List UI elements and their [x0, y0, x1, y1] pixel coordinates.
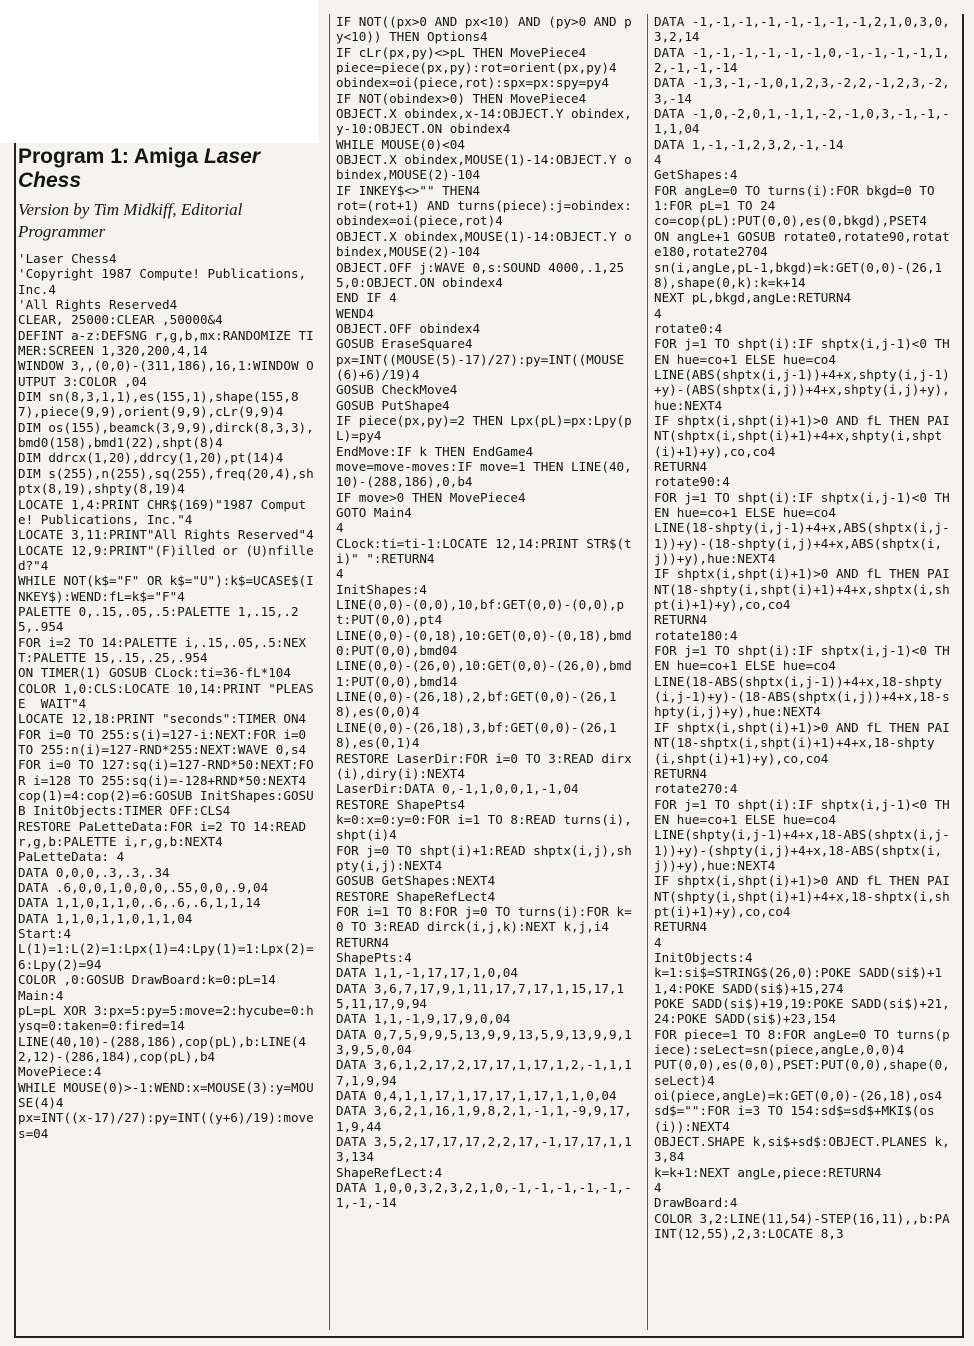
code-line: DATA 1,1,-1,17,17,1,0,04 [336, 965, 518, 981]
code-line: OBJECT.X obindex,MOUSE(1)-14:OBJECT.Y obindex,MOUSE(2)-104 [336, 228, 632, 260]
listing-column-2 [336, 14, 639, 1334]
code-line: FOR i=0 TO 255:s(i)=127-i:NEXT:FOR i=0 TO 255:n(i)=127-RND*255:NEXT:WAVE 0,s4 [18, 726, 314, 757]
byline: Version by Tim Midkiff, Editorial Programmer [18, 200, 243, 241]
code-line: GOSUB CheckMove4 [336, 382, 458, 398]
code-line: 'All Rights Reserved4 [18, 297, 178, 313]
code-line: OBJECT.OFF obindex4 [336, 320, 481, 336]
code-line: LINE(0,0)-(0,18),10:GET(0,0)-(0,18),bmd0:PUT(0,0),bmd04 [336, 627, 632, 659]
code-line: IF shptx(i,shpt(i)+1)>0 AND fL THEN PAINT(18-shpty(i,shpt(i)+1)+4+x,shptx(i,shpt(i)+1)+y),co,co4 [654, 566, 950, 613]
code-line: OBJECT.X obindex,x-14:OBJECT.Y obindex,y-10:OBJECT.ON obindex4 [336, 106, 632, 137]
code-line: DATA 3,6,7,17,9,1,11,17,7,17,1,15,17,15,11,17,9,94 [336, 980, 625, 1011]
code-line: DATA 1,1,-1,9,17,9,0,04 [336, 1011, 511, 1027]
code-line: RETURN4 [654, 919, 708, 935]
code-line: PALETTE 0,.15,.05,.5:PALETTE 1,.15,.25,.954 [18, 603, 299, 635]
code-line: COLOR 3,2:LINE(11,54)-STEP(16,11),,b:PAINT(12,55),2,3:LOCATE 8,3 [654, 1210, 950, 1242]
code-line: DATA 1,1,0,1,1,0,.6,.6,.6,1,1,14 [18, 895, 261, 911]
code-line: 4 [654, 1180, 662, 1196]
code-line: obindex=oi(piece,rot):spx=px:spy=py4 [336, 75, 609, 91]
code-line: k=1:si$=STRING$(26,0):POKE SADD(si$)+11,4:POKE SADD(si$)+15,274 [654, 965, 943, 996]
code-line: CLock:ti=ti-1:LOCATE 12,14:PRINT STR$(ti)" ":RETURN4 [336, 535, 632, 567]
code-line: LINE(18-ABS(shptx(i,j-1))+4+x,18-shpty(i,j-1)+y)-(18-ABS(shptx(i,j))+4+x,18-shpty(i,j)+y),hue:NEXT4 [654, 673, 950, 720]
code-line: DATA 3,6,2,1,16,1,9,8,2,1,-1,1,-9,9,17,1,9,44 [336, 1103, 632, 1134]
code-line: GOSUB PutShape4 [336, 397, 450, 413]
code-line: rotate180:4 [654, 627, 738, 643]
blank-corner [0, 0, 318, 143]
code-line: LINE(ABS(shptx(i,j-1))+4+x,shpty(i,j-1)+y)-(ABS(shptx(i,j))+4+x,shpty(i,j)+y),hue:NEXT4 [654, 366, 950, 413]
title-italic-text: Laser Chess [18, 145, 260, 192]
code-line: IF cLr(px,py)<>pL THEN MovePiece4 [336, 44, 587, 60]
code-line: co=cop(pL):PUT(0,0),es(0,bkgd),PSET4 [654, 213, 927, 229]
code-line: LOCATE 12,9:PRINT"(F)illed or (U)nfilled?"4 [18, 542, 314, 573]
code-line: 'Laser Chess4 [18, 251, 117, 266]
code-line: OBJECT.OFF j:WAVE 0,s:SOUND 4000,.1,255,0:OBJECT.ON obindex4 [336, 259, 625, 290]
code-line: DIM ddrcx(1,20),ddrcy(1,20),pt(14)4 [18, 450, 284, 466]
code-line: FOR j=1 TO shpt(i):IF shptx(i,j-1)<0 THEN hue=co+1 ELSE hue=co4 [654, 336, 950, 367]
code-line: DATA 1,0,0,3,2,3,2,1,0,-1,-1,-1,-1,-1,-1,-1,-14 [336, 1180, 632, 1211]
page-rule-bottom [14, 1336, 964, 1338]
code-line: 4 [654, 152, 662, 168]
code-line: LOCATE 3,11:PRINT"All Rights Reserved"4 [18, 527, 314, 543]
code-line: DATA 1,-1,-1,2,3,2,-1,-14 [654, 136, 844, 152]
code-line: DATA 0,4,1,1,17,1,17,17,1,17,1,1,0,04 [336, 1088, 617, 1104]
code-line: oi(piece,angLe)=k:GET(0,0)-(26,18),os4 [654, 1088, 943, 1104]
code-line: FOR j=1 TO shpt(i):IF shptx(i,j-1)<0 THEN hue=co+1 ELSE hue=co4 [654, 796, 950, 827]
article-title [18, 145, 321, 193]
code-line: IF shptx(i,shpt(i)+1)>0 AND fL THEN PAINT(18-shptx(i,shpt(i)+1)+4+x,18-shpty(i,shpt(i)+1)+y),co,co4 [654, 719, 950, 766]
code-line: WEND4 [336, 305, 374, 321]
code-listing [18, 251, 321, 1141]
code-line: OBJECT.X obindex,MOUSE(1)-14:OBJECT.Y obindex,MOUSE(2)-104 [336, 152, 632, 183]
code-line: k=k+1:NEXT angLe,piece:RETURN4 [654, 1164, 882, 1180]
code-line: ShapeRefLect:4 [336, 1164, 443, 1180]
code-line: IF piece(px,py)=2 THEN Lpx(pL)=px:Lpy(pL)=py4 [336, 412, 632, 444]
code-line: Main:4 [18, 987, 64, 1003]
code-line: InitShapes:4 [336, 581, 427, 597]
code-line: DATA -1,3,-1,-1,0,1,2,3,-2,2,-1,2,3,-2,3,-14 [654, 75, 950, 106]
code-line: NEXT pL,bkgd,angLe:RETURN4 [654, 290, 852, 306]
code-line: LINE(40,10)-(288,186),cop(pL),b:LINE(42,12)-(286,184),cop(pL),b4 [18, 1033, 307, 1064]
code-line: ON angLe+1 GOSUB rotate0,rotate90,rotate180,rotate2704 [654, 228, 950, 260]
code-line: px=INT((MOUSE(5)-17)/27):py=INT((MOUSE(6)+6)/19)4 [336, 351, 625, 382]
code-line: FOR j=1 TO shpt(i):IF shptx(i,j-1)<0 THEN hue=co+1 ELSE hue=co4 [654, 489, 950, 520]
code-line: rotate0:4 [654, 320, 723, 336]
code-line: GOSUB GetShapes:NEXT4 [336, 873, 496, 889]
code-line: RESTORE ShapeRefLect4 [336, 888, 496, 904]
code-line: PUT(0,0),es(0,0),PSET:PUT(0,0),shape(0,seLect)4 [654, 1057, 950, 1088]
code-line: MovePiece:4 [18, 1064, 102, 1080]
listing-column-1 [18, 140, 321, 1320]
code-line: WINDOW 3,,(0,0)-(311,186),16,1:WINDOW OUTPUT 3:COLOR ,04 [18, 358, 314, 389]
code-line: DATA -1,0,-2,0,1,-1,1,-2,-1,0,3,-1,-1,-1,1,04 [654, 106, 950, 137]
code-line: DATA 0,7,5,9,9,5,13,9,9,13,5,9,13,9,9,13,9,5,0,04 [336, 1026, 632, 1058]
code-line: piece=piece(px,py):rot=orient(px,py)4 [336, 60, 617, 76]
code-line: GOTO Main4 [336, 505, 412, 520]
code-line: WHILE MOUSE(0)<04 [336, 136, 465, 152]
code-line: DIM os(155),beamck(3,9,9),dirck(8,3,3),bmd0(158),bmd1(22),shpt(8)4 [18, 419, 314, 451]
code-line: 4 [654, 934, 662, 950]
code-line: IF NOT((px>0 AND px<10) AND (py>0 AND py<10)) THEN Options4 [336, 14, 632, 45]
code-line: cop(1)=4:cop(2)=6:GOSUB InitShapes:GOSUB InitObjects:TIMER OFF:CLS4 [18, 788, 314, 819]
code-line: RETURN4 [654, 458, 708, 474]
column-divider [329, 14, 330, 1330]
code-line: EndMove:IF k THEN EndGame4 [336, 443, 534, 459]
code-line: LINE(18-shpty(i,j-1)+4+x,ABS(shptx(i,j-1))+y)-(18-shpty(i,j)+4+x,ABS(shptx(i,j))+y),hue:NEXT4 [654, 520, 950, 567]
code-line: FOR j=1 TO shpt(i):IF shptx(i,j-1)<0 THEN hue=co+1 ELSE hue=co4 [654, 643, 950, 674]
page-rule-left [14, 143, 16, 1338]
code-line: LaserDir:DATA 0,-1,1,0,0,1,-1,04 [336, 781, 579, 797]
code-line: rotate270:4 [654, 781, 738, 797]
code-line: L(1)=1:L(2)=1:Lpx(1)=4:Lpy(1)=1:Lpx(2)=6:Lpy(2)=94 [18, 941, 314, 972]
code-line: RETURN4 [336, 934, 390, 950]
code-line: LINE(shpty(i,j-1)+4+x,18-ABS(shptx(i,j-1))+y)-(shpty(i,j)+4+x,18-ABS(shptx(i,j))+y),hue:NEXT4 [654, 827, 950, 873]
code-line: rotate90:4 [654, 474, 730, 490]
code-line: FOR angLe=0 TO turns(i):FOR bkgd=0 TO 1:FOR pL=1 TO 24 [654, 182, 943, 214]
code-line: IF shptx(i,shpt(i)+1)>0 AND fL THEN PAINT(shpty(i,shpt(i)+1)+4+x,18-shptx(i,shpt(i)+1)+y),co,co4 [654, 873, 950, 919]
code-line: DIM s(255),n(255),sq(255),freq(20,4),shptx(8,19),shpty(8,19)4 [18, 465, 314, 497]
code-line: IF NOT(obindex>0) THEN MovePiece4 [336, 90, 587, 106]
code-line: DATA 3,6,1,2,17,2,17,17,1,17,1,2,-1,1,17,1,9,94 [336, 1057, 632, 1088]
code-line: PaLetteData: 4 [18, 849, 125, 865]
code-line: LOCATE 12,18:PRINT "seconds":TIMER ON4 [18, 711, 307, 727]
code-line: DIM sn(8,3,1,1),es(155,1),shape(155,87),piece(9,9),orient(9,9),cLr(9,9)4 [18, 389, 299, 420]
code-line: FOR i=1 TO 8:FOR j=0 TO turns(i):FOR k=0 TO 3:READ dirck(i,j,k):NEXT k,j,i4 [336, 903, 632, 935]
column-divider [647, 14, 648, 1330]
code-line: DATA 3,5,2,17,17,17,2,2,17,-1,17,17,1,13,134 [336, 1134, 632, 1165]
code-line: FOR j=0 TO shpt(i)+1:READ shptx(i,j),shpty(i,j):NEXT4 [336, 842, 632, 873]
code-line: 4 [336, 520, 344, 536]
code-line: IF INKEY$<>"" THEN4 [336, 182, 481, 198]
code-line: FOR i=2 TO 14:PALETTE i,.15,.05,.5:NEXT:PALETTE 15,.15,.25,.954 [18, 634, 307, 665]
code-line: LINE(0,0)-(26,18),3,bf:GET(0,0)-(26,18),es(0,1)4 [336, 719, 617, 751]
code-line: RESTORE ShapePts4 [336, 796, 465, 812]
page-rule-right [962, 14, 964, 1338]
code-line: rot=(rot+1) AND turns(piece):j=obindex:obindex=oi(piece,rot)4 [336, 198, 632, 229]
code-line: 'Copyright 1987 Compute! Publications, Inc.4 [18, 266, 314, 297]
code-line: DATA 0,0,0,.3,.3,.34 [18, 864, 170, 880]
code-line: 4 [654, 305, 662, 321]
code-line: sn(i,angLe,pL-1,bkgd)=k:GET(0,0)-(26,18),shape(0,k):k=k+14 [654, 259, 943, 290]
code-line: GetShapes:4 [654, 167, 738, 183]
code-line: pL=pL XOR 3:px=5:py=5:move=2:hycube=0:hysq=0:taken=0:fired=14 [18, 1002, 314, 1034]
code-line: COLOR 1,0:CLS:LOCATE 10,14:PRINT "PLEASE WAIT"4 [18, 680, 314, 711]
code-line: Start:4 [18, 926, 72, 942]
code-line: FOR i=0 TO 127:sq(i)=127-RND*50:NEXT:FOR i=128 TO 255:sq(i)=-128+RND*50:NEXT4 [18, 757, 314, 788]
code-line: k=0:x=0:y=0:FOR i=1 TO 8:READ turns(i),shpt(i)4 [336, 811, 632, 843]
code-line: DATA -1,-1,-1,-1,-1,-1,0,-1,-1,-1,-1,1,2,-1,-1,-14 [654, 44, 950, 76]
code-line: DrawBoard:4 [654, 1195, 738, 1211]
code-line: InitObjects:4 [654, 949, 753, 965]
code-line: END IF 4 [336, 290, 397, 306]
code-line: FOR piece=1 TO 8:FOR angLe=0 TO turns(piece):seLect=sn(piece,angLe,0,0)4 [654, 1026, 950, 1058]
code-line: sd$="":FOR i=3 TO 154:sd$=sd$+MKI$(os(i)):NEXT4 [654, 1103, 935, 1134]
code-line: DATA -1,-1,-1,-1,-1,-1,-1,-1,2,1,0,3,0,3,2,14 [654, 14, 950, 45]
code-line: RETURN4 [654, 765, 708, 781]
code-line: 4 [336, 566, 344, 582]
code-line: ShapePts:4 [336, 949, 412, 965]
code-line: RESTORE PaLetteData:FOR i=2 TO 14:READ r,g,b:PALETTE i,r,g,b:NEXT4 [18, 818, 314, 850]
code-line: LINE(0,0)-(26,0),10:GET(0,0)-(26,0),bmd1:PUT(0,0),bmd14 [336, 658, 632, 689]
code-line: DEFINT a-z:DEFSNG r,g,b,mx:RANDOMIZE TIMER:SCREEN 1,320,200,4,14 [18, 327, 314, 359]
code-line: POKE SADD(si$)+19,19:POKE SADD(si$)+21,24:POKE SADD(si$)+23,154 [654, 996, 950, 1027]
code-line: RESTORE LaserDir:FOR i=0 TO 3:READ dirx(i),diry(i):NEXT4 [336, 750, 632, 781]
code-line: WHILE NOT(k$="F" OR k$="U"):k$=UCASE$(INKEY$):WEND:fL=k$="F"4 [18, 573, 314, 604]
listing-column-3 [654, 14, 957, 1334]
code-line: LINE(0,0)-(26,18),2,bf:GET(0,0)-(26,18),es(0,0)4 [336, 689, 617, 720]
title-text: Program 1: Amiga [18, 145, 204, 168]
code-line: move=move-moves:IF move=1 THEN LINE(40,10)-(288,186),0,b4 [336, 458, 632, 490]
code-line: ON TIMER(1) GOSUB CLock:ti=36-fL*104 [18, 665, 291, 681]
code-line: OBJECT.SHAPE k,si$+sd$:OBJECT.PLANES k,3,84 [654, 1134, 950, 1165]
code-line: WHILE MOUSE(0)>-1:WEND:x=MOUSE(3):y=MOUSE(4)4 [18, 1079, 314, 1110]
code-listing [336, 14, 639, 1211]
code-line: IF move>0 THEN MovePiece4 [336, 489, 526, 505]
code-line: IF shptx(i,shpt(i)+1)>0 AND fL THEN PAINT(shptx(i,shpt(i)+1)+4+x,shpty(i,shpt(i)+1)+y),co,co4 [654, 412, 950, 459]
code-line: DATA 1,1,0,1,1,0,1,1,04 [18, 910, 193, 926]
code-line: DATA .6,0,0,1,0,0,0,.55,0,0,.9,04 [18, 880, 269, 896]
code-line: COLOR ,0:GOSUB DrawBoard:k=0:pL=14 [18, 972, 276, 988]
code-line: LOCATE 1,4:PRINT CHR$(169)"1987 Compute! Publications, Inc."4 [18, 496, 307, 527]
code-line: LINE(0,0)-(0,0),10,bf:GET(0,0)-(0,0),pt:PUT(0,0),pt4 [336, 597, 625, 628]
code-line: CLEAR, 25000:CLEAR ,50000&4 [18, 312, 223, 328]
code-listing [654, 14, 957, 1242]
code-line: RETURN4 [654, 612, 708, 628]
code-line: px=INT((x-17)/27):py=INT((y+6)/19):moves=04 [18, 1110, 314, 1141]
code-line: GOSUB EraseSquare4 [336, 336, 473, 352]
